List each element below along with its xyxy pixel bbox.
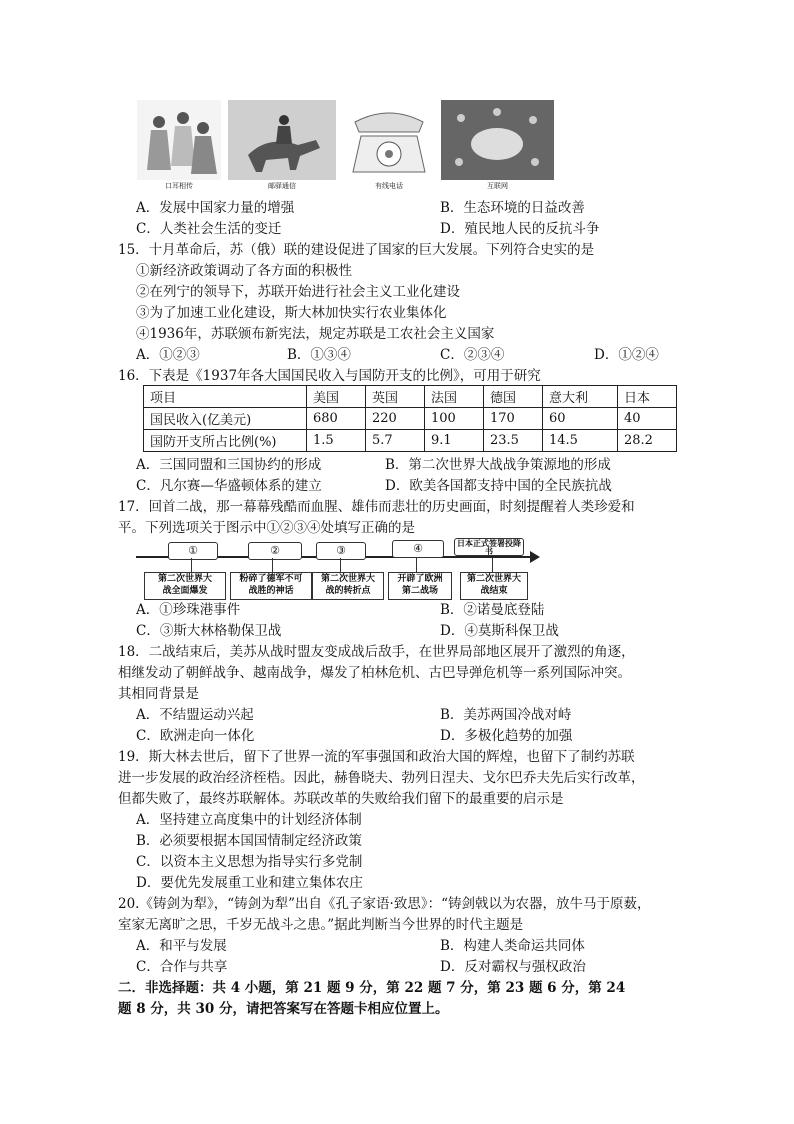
table-cell: 9.1 (425, 430, 484, 452)
q18-option-d: D．多极化趋势的加强 (440, 728, 573, 744)
table-row (144, 408, 677, 430)
q18-option-c: C．欧洲走向一体化 (136, 728, 255, 744)
q14-option-c: C．人类社会生活的变迁 (136, 221, 282, 237)
table-cell: 220 (366, 408, 425, 430)
q16-option-a: A．三国同盟和三国协约的形成 (136, 457, 322, 473)
q16-option-b: B．第二次世界大战战争策源地的形成 (385, 457, 611, 473)
timeline-marker-3: ③ (316, 542, 366, 560)
table-header-row (144, 386, 677, 408)
q19-option-a: A．坚持建立高度集中的计划经济体制 (136, 812, 362, 828)
q19-option-b: B．必须要根据本国国情制定经济政策 (136, 833, 362, 849)
q16-option-c: C．凡尔赛—华盛顿体系的建立 (136, 478, 322, 494)
table-cell: 60 (543, 408, 618, 430)
table-header-cell: 日本 (618, 386, 677, 408)
income-defense-table (143, 385, 677, 452)
table-cell: 14.5 (543, 430, 618, 452)
table-cell: 40 (618, 408, 677, 430)
q15-option-d: D．①②④ (594, 347, 659, 363)
q20-option-d: D．反对霸权与强权政治 (440, 959, 586, 975)
table-cell: 680 (307, 408, 366, 430)
q19-line-3: 但都失败了，最终苏联解体。苏联改革的失败给我们留下的最重要的启示是 (118, 791, 564, 807)
table-cell: 100 (425, 408, 484, 430)
connector (492, 558, 493, 572)
internet-image (441, 100, 554, 180)
table-cell: 国防开支所占比例(%) (144, 430, 307, 452)
table-header-cell: 项目 (144, 386, 307, 408)
post-station-image (228, 100, 336, 180)
q15-item-2: ②在列宁的领导下，苏联开始进行社会主义工业化建设 (136, 284, 460, 300)
timeline-marker-2: ② (248, 542, 302, 560)
connector (272, 558, 273, 572)
table-header-cell: 德国 (484, 386, 543, 408)
q18-line-2: 相继发动了朝鲜战争、越南战争，爆发了柏林危机、古巴导弹危机等一系列国际冲突。 (118, 665, 631, 681)
table-header-cell: 美国 (307, 386, 366, 408)
section2-line-1: 二．非选择题：共 4 小题，第 21 题 9 分，第 22 题 7 分，第 23 题 6 分，第 24 (118, 980, 626, 996)
oral-transmission-image (137, 100, 221, 180)
timeline-event-1 (144, 572, 226, 600)
table-header-cell: 英国 (366, 386, 425, 408)
wired-telephone-image (345, 100, 433, 180)
timeline-marker-1: ① (168, 542, 218, 560)
timeline-event-3 (312, 572, 384, 600)
timeline-event-5 (460, 572, 528, 600)
table-cell: 国民收入(亿美元) (144, 408, 307, 430)
caption-oral: 口耳相传 (165, 182, 193, 190)
table-cell: 1.5 (307, 430, 366, 452)
q20-line-2: 室家无离旷之思，千岁无战斗之患。”据此判断当今世界的时代主题是 (118, 917, 524, 933)
q18-line-3: 其相同背景是 (118, 686, 199, 702)
table-cell: 170 (484, 408, 543, 430)
q17-option-b: B．②诺曼底登陆 (440, 602, 545, 618)
table-cell: 23.5 (484, 430, 543, 452)
q15-option-c: C．②③④ (440, 347, 505, 363)
q17-stem-line-1: 17．回首二战，那一幕幕残酷而血腥、雄伟而悲壮的历史画面，时刻提醒着人类珍爱和 (118, 499, 635, 515)
timeline-event-4 (388, 572, 452, 600)
q17-option-d: D．④莫斯科保卫战 (440, 623, 559, 639)
q20-line-1: 20.《铸剑为犁》，“铸剑为犁”出自《孔子家语·致思》：“铸剑戟以为农器，放牛马于原薮， (118, 896, 651, 912)
q19-line-2: 进一步发展的政治经济桎梏。因此，赫鲁晓夫、勃列日涅夫、戈尔巴乔夫先后实行改革， (118, 770, 645, 786)
table-cell: 28.2 (618, 430, 677, 452)
q20-option-c: C．合作与共享 (136, 959, 228, 975)
q17-stem-line-2: 平。下列选项关于图示中①②③④处填写正确的是 (118, 520, 415, 536)
event-text: 第二次世界大战结束 (467, 574, 522, 596)
q14-option-d: D．殖民地人民的反抗斗争 (440, 221, 600, 237)
q15-item-1: ①新经济政策调动了各方面的积极性 (136, 263, 352, 279)
q15-option-a: A．①②③ (136, 347, 200, 363)
caption-internet: 互联网 (487, 182, 508, 190)
timeline-end-box: 日本正式签署投降书 (454, 538, 524, 556)
q16-stem: 16．下表是《1937年各大国国民收入与国防开支的比例》，可用于研究 (118, 368, 541, 384)
q19-line-1: 19．斯大林去世后，留下了世界一流的军事强国和政治大国的辉煌，也留下了制约苏联 (118, 749, 635, 765)
timeline-marker-4: ④ (392, 540, 444, 558)
q17-option-c: C．③斯大林格勒保卫战 (136, 623, 282, 639)
event-text: 粉碎了德军不可战胜的神话 (239, 574, 303, 596)
caption-phone: 有线电话 (375, 182, 403, 190)
section2-line-2: 题 8 分，共 30 分，请把答案写在答题卡相应位置上。 (118, 1001, 449, 1017)
table-row (144, 430, 677, 452)
q19-option-c: C．以资本主义思想为指导实行多党制 (136, 854, 363, 870)
q16-option-d: D．欧美各国都支持中国的全民族抗战 (385, 478, 612, 494)
event-text: 开辟了欧洲第二战场 (397, 574, 443, 596)
event-text: 第二次世界大战的转折点 (320, 574, 375, 596)
q18-option-a: A．不结盟运动兴起 (136, 707, 254, 723)
q15-item-4: ④1936年，苏联颁布新宪法，规定苏联是工农社会主义国家 (136, 326, 495, 342)
connector (191, 558, 192, 572)
q19-option-d: D．要优先发展重工业和建立集体农庄 (136, 875, 363, 891)
table-header-cell: 法国 (425, 386, 484, 408)
caption-post: 邮驿通信 (268, 182, 296, 190)
connector (416, 558, 417, 572)
q15-stem: 15．十月革命后，苏（俄）联的建设促进了国家的巨大发展。下列符合史实的是 (118, 242, 595, 258)
q15-option-b: B．①③④ (287, 347, 351, 363)
q14-option-b: B．生态环境的日益改善 (440, 200, 585, 216)
q17-option-a: A．①珍珠港事件 (136, 602, 241, 618)
timeline-arrow-icon (530, 551, 540, 563)
q20-option-a: A．和平与发展 (136, 938, 227, 954)
timeline-event-2 (230, 572, 312, 600)
q18-option-b: B．美苏两国冷战对峙 (440, 707, 572, 723)
connector (340, 558, 341, 572)
table-header-cell: 意大利 (543, 386, 618, 408)
event-text: 第二次世界大战全面爆发 (157, 574, 212, 596)
q14-option-a: A．发展中国家力量的增强 (136, 200, 295, 216)
q15-item-3: ③为了加速工业化建设，斯大林加快实行农业集体化 (136, 305, 447, 321)
q18-line-1: 18．二战结束后，美苏从战时盟友变成战后敌手，在世界局部地区展开了激烈的角逐， (118, 644, 635, 660)
q20-option-b: B．构建人类命运共同体 (440, 938, 585, 954)
table-cell: 5.7 (366, 430, 425, 452)
